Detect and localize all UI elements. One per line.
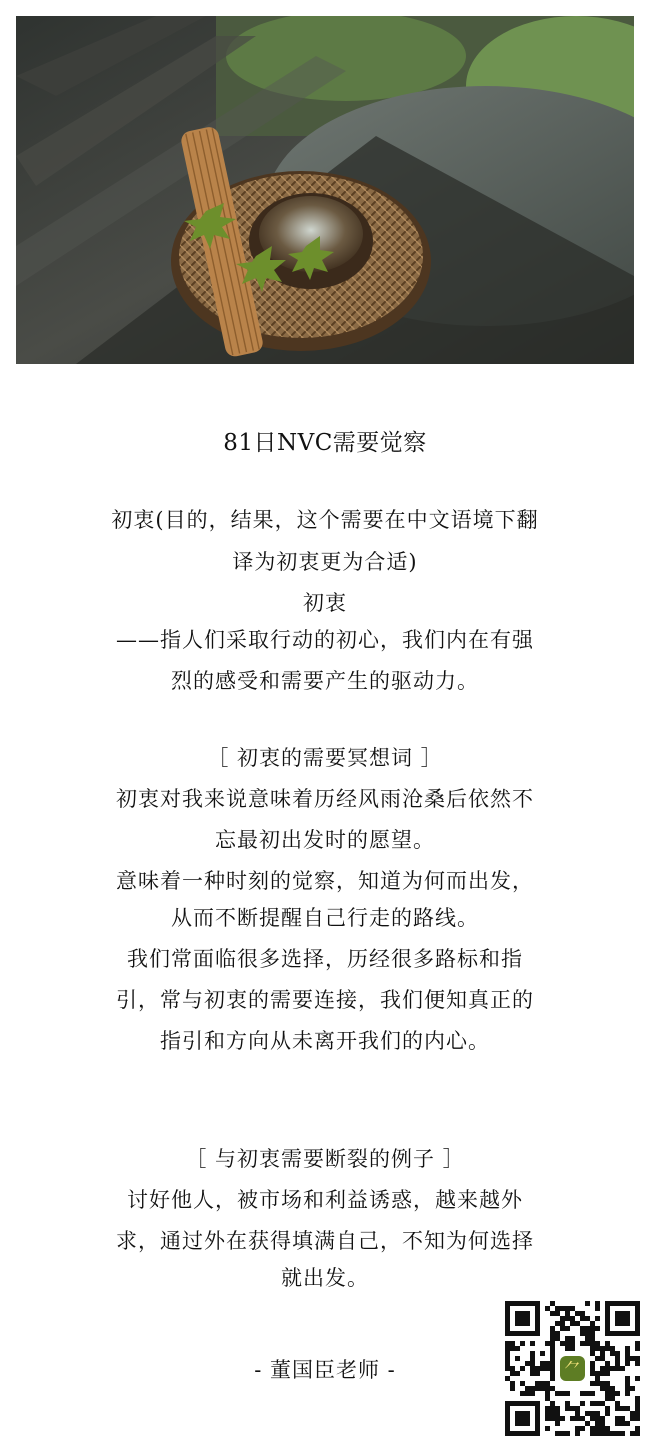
qr-module: [510, 1381, 515, 1386]
qr-module: [565, 1391, 570, 1396]
meditation-line-3: 意味着一种时刻的觉察，知道为何而出发，: [116, 869, 534, 893]
qr-module: [595, 1301, 600, 1306]
qr-module: [635, 1426, 640, 1431]
qr-module: [575, 1311, 580, 1316]
qr-module: [625, 1361, 630, 1366]
qr-module: [550, 1371, 555, 1376]
qr-module: [565, 1406, 570, 1411]
qr-module: [635, 1361, 640, 1366]
qr-module: [595, 1411, 600, 1416]
qr-module: [565, 1431, 570, 1436]
qr-module: [575, 1406, 580, 1411]
qr-module: [580, 1391, 585, 1396]
qr-module: [590, 1341, 595, 1346]
qr-module: [530, 1371, 535, 1376]
qr-module: [590, 1431, 595, 1436]
qr-module: [515, 1356, 520, 1361]
qr-module: [585, 1301, 590, 1306]
qr-module: [575, 1321, 580, 1326]
qr-module: [520, 1341, 525, 1346]
article-title: 81日NVC需要觉察: [223, 430, 427, 456]
qr-module: [595, 1356, 600, 1361]
qr-module: [560, 1326, 565, 1331]
qr-module: [585, 1341, 590, 1346]
header-photo: [16, 16, 634, 364]
qr-module: [590, 1416, 595, 1421]
qr-module: [595, 1426, 600, 1431]
qr-module: [635, 1401, 640, 1406]
intro-line-3: 初衷: [303, 591, 347, 615]
qr-module: [540, 1366, 545, 1371]
qr-module: [565, 1306, 570, 1311]
qr-module: [565, 1346, 570, 1351]
qr-module: [530, 1351, 535, 1356]
meditation-line-4: 从而不断提醒自己行走的路线。: [171, 906, 479, 930]
qr-module: [605, 1391, 610, 1396]
qr-module: [560, 1316, 565, 1321]
qr-module: [555, 1311, 560, 1316]
qr-module: [630, 1386, 635, 1391]
qr-module: [580, 1416, 585, 1421]
qr-module: [620, 1431, 625, 1436]
intro-line-4: ——指人们采取行动的初心，我们内在有强: [116, 628, 534, 652]
qr-module: [630, 1411, 635, 1416]
qr-module: [635, 1431, 640, 1436]
qr-module: [555, 1331, 560, 1336]
qr-module: [550, 1346, 555, 1351]
qr-module: [580, 1326, 585, 1331]
qr-module: [625, 1376, 630, 1381]
qr-module: [625, 1381, 630, 1386]
qr-module: [580, 1331, 585, 1336]
qr-module: [625, 1351, 630, 1356]
qr-module: [555, 1391, 560, 1396]
intro-line-2: 译为初衷更为合适): [232, 550, 418, 574]
qr-module: [525, 1391, 530, 1396]
qr-code[interactable]: [503, 1299, 642, 1438]
qr-module: [615, 1391, 620, 1396]
qr-module: [555, 1431, 560, 1436]
qr-module: [590, 1331, 595, 1336]
qr-module: [540, 1351, 545, 1356]
example-line-3: 就出发。: [281, 1266, 369, 1290]
qr-module: [605, 1411, 610, 1416]
qr-module: [605, 1341, 610, 1346]
qr-module: [545, 1386, 550, 1391]
qr-module: [560, 1341, 565, 1346]
qr-module: [550, 1411, 555, 1416]
qr-module: [525, 1361, 530, 1366]
qr-module: [585, 1391, 590, 1396]
qr-module: [615, 1356, 620, 1361]
qr-module: [590, 1401, 595, 1406]
qr-module: [545, 1361, 550, 1366]
qr-module: [505, 1351, 510, 1356]
qr-module: [585, 1411, 590, 1416]
qr-module: [625, 1406, 630, 1411]
qr-module: [515, 1371, 520, 1376]
qr-module: [610, 1351, 615, 1356]
qr-module: [600, 1431, 605, 1436]
qr-module: [605, 1371, 610, 1376]
qr-module: [510, 1366, 515, 1371]
qr-module: [555, 1321, 560, 1326]
qr-module: [615, 1431, 620, 1436]
qr-module: [625, 1421, 630, 1426]
qr-module: [630, 1431, 635, 1436]
tea-tray-photo: [16, 16, 634, 364]
qr-module: [625, 1391, 630, 1396]
qr-module: [570, 1321, 575, 1326]
qr-module: [535, 1366, 540, 1371]
qr-module: [590, 1391, 595, 1396]
qr-module: [595, 1431, 600, 1436]
qr-module: [615, 1366, 620, 1371]
qr-module: [545, 1406, 550, 1411]
qr-module: [510, 1346, 515, 1351]
qr-module: [565, 1401, 570, 1406]
qr-module: [580, 1316, 585, 1321]
qr-module: [575, 1416, 580, 1421]
qr-module: [570, 1346, 575, 1351]
qr-module: [555, 1411, 560, 1416]
qr-module: [520, 1391, 525, 1396]
qr-module: [600, 1386, 605, 1391]
example-line-2: 求，通过外在获得填满自己，不知为何选择: [116, 1229, 534, 1253]
meditation-line-7: 指引和方向从未离开我们的内心。: [160, 1029, 490, 1053]
qr-module: [525, 1386, 530, 1391]
qr-module: [530, 1386, 535, 1391]
qr-module: [585, 1331, 590, 1336]
qr-module: [565, 1311, 570, 1316]
qr-module: [630, 1356, 635, 1361]
meditation-line-2: 忘最初出发时的愿望。: [215, 828, 435, 852]
qr-module: [530, 1361, 535, 1366]
qr-module: [590, 1381, 595, 1386]
qr-module: [580, 1341, 585, 1346]
qr-module: [505, 1341, 510, 1346]
qr-module: [545, 1381, 550, 1386]
qr-module: [635, 1346, 640, 1351]
qr-module: [600, 1371, 605, 1376]
qr-module: [635, 1411, 640, 1416]
qr-module: [510, 1371, 515, 1376]
qr-module: [550, 1376, 555, 1381]
qr-module: [565, 1341, 570, 1346]
qr-module: [560, 1321, 565, 1326]
qr-module: [635, 1356, 640, 1361]
qr-finder-bottom-left: [505, 1401, 540, 1436]
qr-module: [620, 1421, 625, 1426]
qr-module: [595, 1346, 600, 1351]
qr-module: [510, 1386, 515, 1391]
qr-finder-top-left: [505, 1301, 540, 1336]
qr-module: [575, 1411, 580, 1416]
meditation-line-5: 我们常面临很多选择，历经很多路标和指: [127, 947, 523, 971]
qr-module: [610, 1366, 615, 1371]
qr-module: [505, 1346, 510, 1351]
qr-module: [550, 1311, 555, 1316]
qr-module: [635, 1396, 640, 1401]
qr-module: [550, 1361, 555, 1366]
qr-module: [575, 1426, 580, 1431]
qr-module: [590, 1366, 595, 1371]
qr-module: [550, 1326, 555, 1331]
example-heading: ［ 与初衷需要断裂的例子 ］: [185, 1147, 465, 1171]
qr-module: [615, 1351, 620, 1356]
qr-module: [565, 1316, 570, 1321]
qr-module: [535, 1371, 540, 1376]
qr-module: [610, 1391, 615, 1396]
qr-module: [605, 1346, 610, 1351]
qr-module: [505, 1361, 510, 1366]
qr-module: [520, 1366, 525, 1371]
qr-module: [545, 1416, 550, 1421]
qr-module: [590, 1411, 595, 1416]
qr-module: [570, 1416, 575, 1421]
author-signature: - 董国臣老师 -: [254, 1358, 396, 1382]
qr-module: [600, 1381, 605, 1386]
qr-module: [590, 1326, 595, 1331]
qr-module: [590, 1321, 595, 1326]
meditation-line-6: 引，常与初衷的需要连接，我们便知真正的: [116, 988, 534, 1012]
qr-module: [550, 1301, 555, 1306]
qr-module: [595, 1421, 600, 1426]
qr-module: [610, 1396, 615, 1401]
qr-code-image: [503, 1299, 642, 1438]
qr-module: [570, 1336, 575, 1341]
qr-module: [550, 1356, 555, 1361]
qr-module: [615, 1361, 620, 1366]
meditation-line-1: 初衷对我来说意味着历经风雨沧桑后依然不: [116, 787, 534, 811]
qr-module: [555, 1306, 560, 1311]
qr-module: [515, 1346, 520, 1351]
qr-module: [610, 1346, 615, 1351]
qr-module: [560, 1416, 565, 1421]
qr-module: [550, 1386, 555, 1391]
qr-module: [530, 1341, 535, 1346]
qr-module: [565, 1336, 570, 1341]
qr-module: [600, 1421, 605, 1426]
qr-module: [625, 1346, 630, 1351]
qr-module: [605, 1386, 610, 1391]
qr-module: [625, 1356, 630, 1361]
qr-module: [615, 1406, 620, 1411]
qr-module: [530, 1391, 535, 1396]
qr-module: [540, 1381, 545, 1386]
qr-module: [560, 1431, 565, 1436]
qr-finder-top-right: [605, 1301, 640, 1336]
qr-module: [615, 1421, 620, 1426]
qr-module: [600, 1401, 605, 1406]
intro-line-5: 烈的感受和需要产生的驱动力。: [171, 669, 479, 693]
qr-module: [595, 1316, 600, 1321]
qr-module: [550, 1351, 555, 1356]
qr-module: [560, 1391, 565, 1396]
qr-module: [550, 1341, 555, 1346]
qr-module: [550, 1406, 555, 1411]
qr-module: [535, 1381, 540, 1386]
qr-module: [585, 1326, 590, 1331]
qr-module: [570, 1341, 575, 1346]
qr-module: [600, 1366, 605, 1371]
qr-module: [600, 1346, 605, 1351]
qr-module: [635, 1341, 640, 1346]
qr-module: [590, 1371, 595, 1376]
qr-module: [555, 1416, 560, 1421]
qr-module: [550, 1416, 555, 1421]
qr-module: [535, 1386, 540, 1391]
qr-module: [540, 1386, 545, 1391]
qr-module: [625, 1386, 630, 1391]
qr-module: [595, 1416, 600, 1421]
qr-module: [555, 1336, 560, 1341]
qr-module: [580, 1401, 585, 1406]
qr-module: [520, 1381, 525, 1386]
qr-module: [635, 1406, 640, 1411]
qr-module: [615, 1416, 620, 1421]
qr-module: [545, 1396, 550, 1401]
qr-module: [605, 1381, 610, 1386]
qr-module: [555, 1406, 560, 1411]
qr-module: [545, 1306, 550, 1311]
intro-line-1: 初衷(目的，结果，这个需要在中文语境下翻: [111, 508, 539, 532]
qr-module: [505, 1376, 510, 1381]
qr-module: [600, 1351, 605, 1356]
qr-module: [545, 1426, 550, 1431]
qr-module: [620, 1406, 625, 1411]
qr-module: [585, 1316, 590, 1321]
qr-module: [610, 1386, 615, 1391]
qr-module: [590, 1346, 595, 1351]
qr-module: [605, 1426, 610, 1431]
qr-module: [545, 1411, 550, 1416]
qr-module: [590, 1426, 595, 1431]
qr-module: [610, 1431, 615, 1436]
qr-module: [585, 1421, 590, 1426]
qr-module: [595, 1371, 600, 1376]
qr-module: [635, 1376, 640, 1381]
qr-module: [605, 1396, 610, 1401]
qr-module: [560, 1306, 565, 1311]
qr-module: [605, 1431, 610, 1436]
qr-module: [540, 1361, 545, 1366]
qr-module: [595, 1381, 600, 1386]
qr-module: [530, 1366, 535, 1371]
qr-module: [595, 1401, 600, 1406]
qr-module: [555, 1421, 560, 1426]
qr-module: [600, 1416, 605, 1421]
qr-module: [595, 1341, 600, 1346]
qr-module: [590, 1351, 595, 1356]
qr-module: [550, 1331, 555, 1336]
meditation-heading: ［ 初衷的需要冥想词 ］: [207, 746, 443, 770]
qr-module: [595, 1376, 600, 1381]
qr-module: [590, 1336, 595, 1341]
qr-module: [590, 1361, 595, 1366]
qr-module: [605, 1366, 610, 1371]
qr-logo-glyph: ⺈: [564, 1360, 581, 1380]
qr-module: [550, 1401, 555, 1406]
qr-module: [530, 1356, 535, 1361]
qr-module: [595, 1326, 600, 1331]
qr-module: [545, 1366, 550, 1371]
qr-module: [620, 1416, 625, 1421]
qr-module: [550, 1366, 555, 1371]
qr-module: [630, 1416, 635, 1421]
qr-module: [605, 1406, 610, 1411]
qr-module: [565, 1326, 570, 1331]
qr-module: [510, 1341, 515, 1346]
qr-module: [580, 1311, 585, 1316]
qr-module: [605, 1361, 610, 1366]
qr-module: [550, 1336, 555, 1341]
qr-module: [570, 1406, 575, 1411]
qr-module: [635, 1416, 640, 1421]
qr-module: [595, 1306, 600, 1311]
qr-module: [580, 1426, 585, 1431]
qr-module: [575, 1431, 580, 1436]
qr-module: [570, 1316, 575, 1321]
qr-module: [505, 1356, 510, 1361]
qr-module: [615, 1401, 620, 1406]
example-line-1: 讨好他人，被市场和利益诱惑，越来越外: [127, 1188, 523, 1212]
qr-module: [585, 1336, 590, 1341]
qr-module: [545, 1391, 550, 1396]
qr-module: [620, 1366, 625, 1371]
qr-module: [600, 1356, 605, 1361]
qr-module: [600, 1426, 605, 1431]
qr-module: [545, 1341, 550, 1346]
qr-module: [570, 1306, 575, 1311]
qr-module: [505, 1366, 510, 1371]
